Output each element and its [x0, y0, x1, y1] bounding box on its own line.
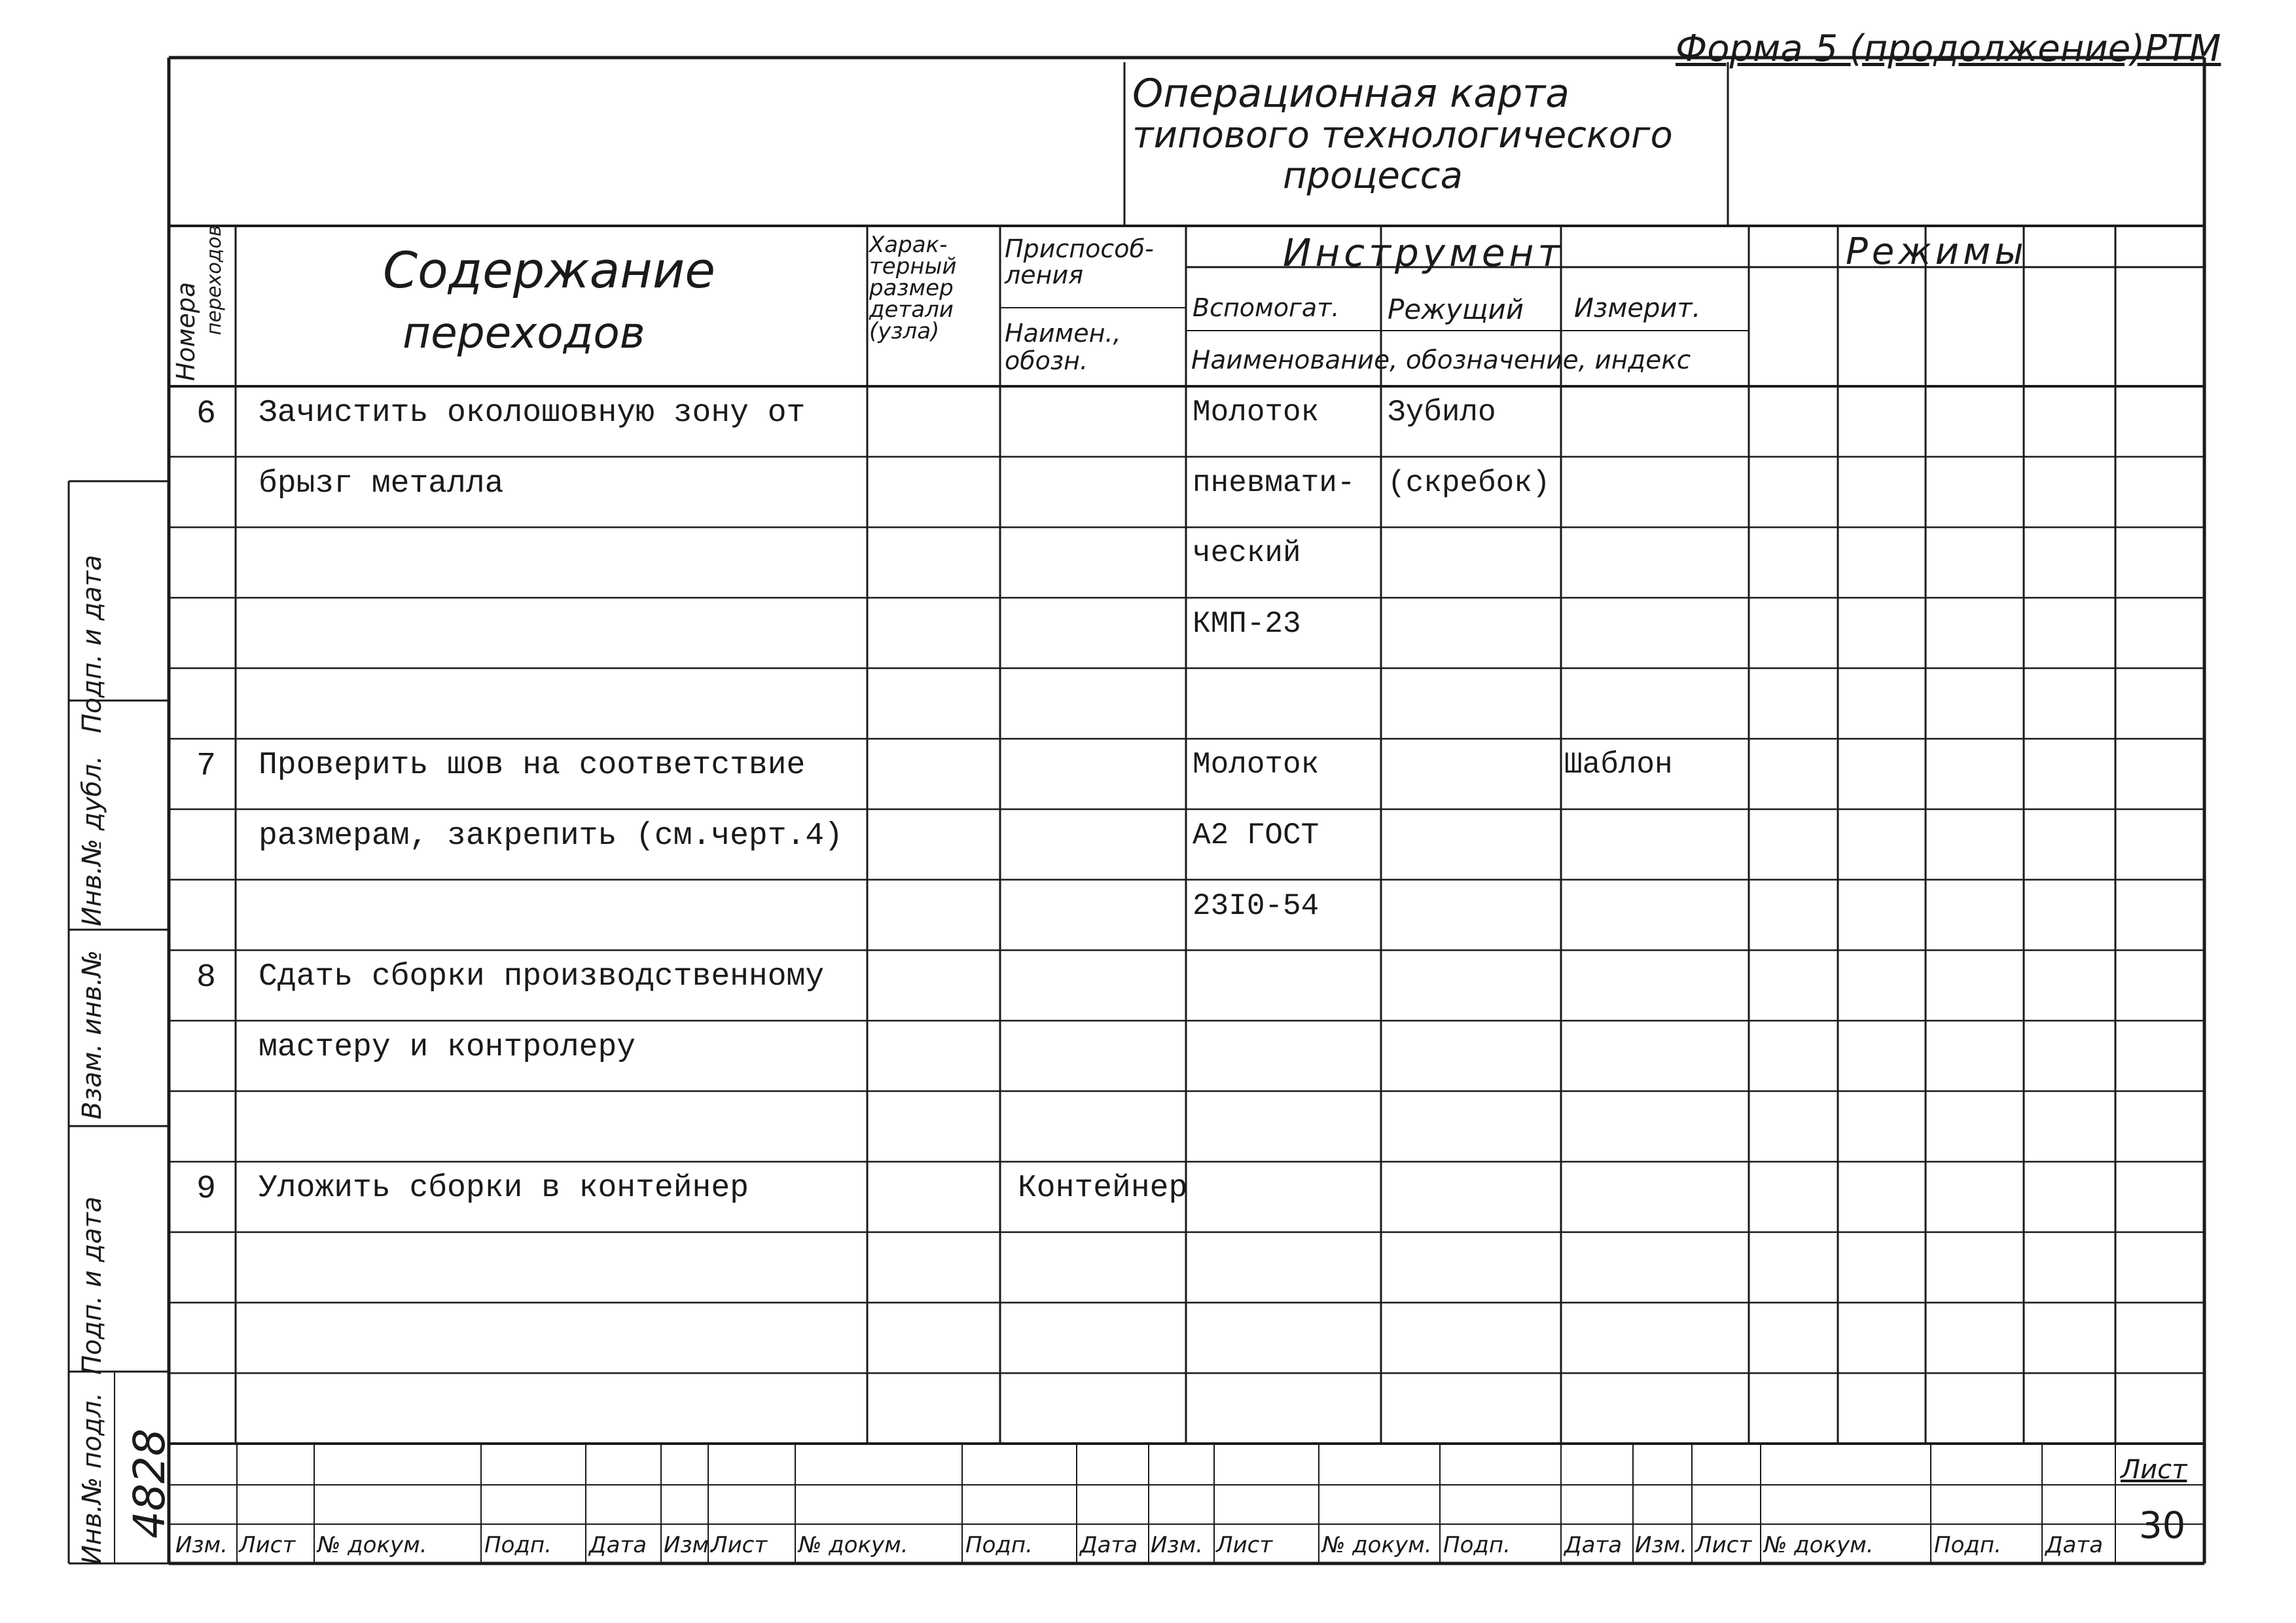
header-fixture-sub-line: обозн.	[1005, 346, 1088, 375]
revision-label: Лист	[239, 1532, 296, 1558]
tool-auxiliary: А2 ГОСТ	[1193, 818, 1319, 852]
header-instr-aux: Вспомогат.	[1193, 293, 1340, 322]
header-content-line-2: переходов	[403, 308, 645, 358]
revision-label: Подп.	[484, 1532, 552, 1558]
revision-label: Изм.	[664, 1532, 716, 1558]
revision-label: Дата	[2045, 1532, 2104, 1558]
tool-auxiliary: Молоток	[1193, 748, 1319, 782]
header-fixture-line: Приспособ-	[1005, 234, 1154, 263]
header-size-line: размер	[869, 275, 954, 301]
revision-label: Лист	[1216, 1532, 1273, 1558]
header-fixture-sub	[1005, 319, 1121, 374]
header-size-line: терный	[869, 253, 957, 280]
header-fixture-sub-line: Наимен.,	[1005, 319, 1121, 348]
header-content-line-1: Содержание	[383, 241, 715, 299]
step-content: мастеру и контролеру	[259, 1030, 636, 1065]
side-label: Инв.№ подл.	[77, 1392, 107, 1565]
step-number: 6	[196, 395, 217, 433]
header-modes: Режимы	[1846, 230, 2028, 273]
step-content: Уложить сборки в контейнер	[259, 1171, 749, 1207]
step-number: 7	[196, 748, 217, 786]
revision-label: № докум.	[1764, 1532, 1874, 1558]
form-label: Форма 5 (продолжение)РТМ	[1676, 27, 2221, 70]
card-title-line-1: Операционная карта	[1132, 71, 1570, 117]
card-title	[1132, 72, 1708, 196]
revision-label: Дата	[1564, 1532, 1623, 1558]
side-label: Подп. и дата	[77, 1196, 107, 1375]
card-title-line-3: процесса	[1283, 155, 1463, 197]
header-instrument: Инструмент	[1283, 230, 1564, 275]
header-size-line: Харак-	[869, 232, 948, 258]
step-number: 8	[196, 959, 217, 997]
tool-auxiliary: КМП-23	[1193, 607, 1301, 641]
revision-label: № докум.	[1322, 1532, 1432, 1558]
header-size	[869, 234, 956, 342]
tool-auxiliary: 23I0-54	[1193, 888, 1319, 923]
tool-auxiliary: пневмати-	[1193, 465, 1355, 500]
revision-label: Изм.	[1635, 1532, 1687, 1558]
revision-label: Дата	[589, 1532, 647, 1558]
tool-cutting: Зубило	[1388, 395, 1496, 429]
card-title-line-2: типового технологического	[1132, 114, 1673, 156]
step-content: размерам, закрепить (см.черт.4)	[259, 818, 843, 854]
header-size-line: детали	[869, 297, 954, 323]
header-fixture-line: ления	[1005, 261, 1084, 289]
tool-auxiliary: Молоток	[1193, 395, 1319, 429]
header-size-line: (узла)	[869, 318, 940, 344]
header-fixture	[1005, 236, 1154, 288]
revision-label: Подп.	[1934, 1532, 2001, 1558]
revision-label: Лист	[711, 1532, 768, 1558]
revision-label: № докум.	[317, 1532, 427, 1558]
fixture-name: Контейнер	[1018, 1171, 1188, 1207]
header-instr-sub: Наименование, обозначение, индекс	[1191, 346, 1691, 375]
step-content: Сдать сборки производственному	[259, 959, 825, 995]
inv-number: 4828	[124, 1429, 175, 1539]
sheet-number: 30	[2139, 1504, 2186, 1547]
revision-label: Подп.	[965, 1532, 1033, 1558]
header-num-line-1: Номера	[171, 282, 200, 381]
revision-label: Изм.	[175, 1532, 228, 1558]
revision-label: Лист	[1695, 1532, 1752, 1558]
step-content: Проверить шов на соответствие	[259, 748, 806, 784]
step-number: 9	[196, 1171, 217, 1209]
side-label: Инв.№ дубл.	[77, 756, 107, 926]
header-num-line-2: переходов	[203, 225, 226, 335]
tool-measuring: Шаблон	[1564, 748, 1673, 782]
step-content: брызг металла	[259, 465, 504, 501]
tool-cutting: (скребок)	[1388, 465, 1551, 500]
side-label: Подп. и дата	[77, 555, 107, 733]
sheet-label: Лист	[2121, 1455, 2187, 1485]
header-instr-cut: Режущий	[1388, 293, 1524, 325]
revision-label: Изм.	[1151, 1532, 1203, 1558]
tool-auxiliary: ческий	[1193, 536, 1301, 571]
step-content: Зачистить околошовную зону от	[259, 395, 806, 431]
side-label: Взам. инв.№	[77, 950, 107, 1120]
revision-label: Подп.	[1443, 1532, 1511, 1558]
revision-label: № докум.	[798, 1532, 908, 1558]
revision-label: Дата	[1080, 1532, 1138, 1558]
header-instr-meas: Измерит.	[1574, 293, 1701, 323]
